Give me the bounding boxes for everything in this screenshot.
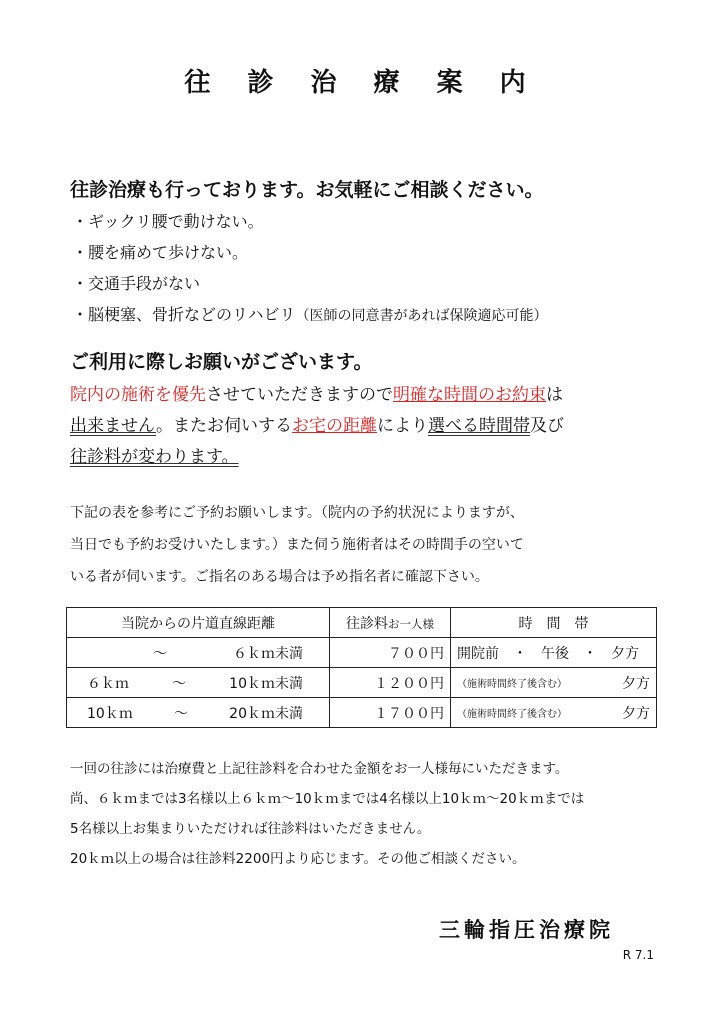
fee-cell: ７００円	[330, 638, 451, 668]
fee-table	[66, 607, 657, 728]
distance-to: ６ｋｍ未満	[233, 645, 303, 662]
column-header-fee	[330, 608, 451, 638]
notice-text	[70, 380, 564, 473]
paragraph-line: いる者が伺います。ご指名のある場合は予め指名者に確認下さい。	[70, 569, 489, 585]
priority-text: 院内の施術を優先	[70, 385, 206, 405]
version-label: R 7.1	[622, 948, 654, 962]
distance-sep: ～	[174, 705, 188, 722]
insurance-note: （医師の同意書があれば保険適応可能）	[295, 308, 548, 324]
footer-notes	[70, 754, 584, 874]
fee-header-label: 往診料	[346, 615, 388, 632]
notice-heading: ご利用に際しお願いがございます。	[70, 351, 373, 373]
paragraph-line: 下記の表を参考にご予約お願いします。（院内の予約状況によりますが、	[70, 505, 524, 521]
fee-change-text: 往診料が変わります。	[70, 447, 239, 467]
distance-cell	[67, 698, 330, 728]
clinic-name: 三輪指圧治療院	[439, 917, 614, 942]
notice-fragment: 及び	[530, 416, 565, 436]
reservation-paragraph	[70, 497, 524, 593]
intro-heading: 往診治療も行っております。お気軽にご相談ください。	[70, 179, 544, 201]
time-value: 夕方	[622, 675, 650, 692]
distance-cell	[67, 668, 330, 698]
distance-from: ６ｋｍ	[87, 675, 129, 692]
list-item: ・ギックリ腰で動けない。	[72, 212, 264, 231]
time-cell	[451, 668, 657, 698]
time-value: 夕方	[622, 705, 650, 722]
distance-to: 10ｋｍ未満	[229, 675, 303, 692]
table-row	[67, 638, 657, 668]
time-cell: 開院前 ・ 午後 ・ 夕方	[451, 638, 657, 668]
appointment-text: 明確な時間のお約束	[393, 385, 546, 405]
footer-line: 20ｋｍ以上の場合は往診料2200円より応じます。その他ご相談ください。	[70, 851, 526, 867]
symptom-list	[72, 206, 548, 332]
table-row	[67, 668, 657, 698]
list-item	[72, 299, 548, 332]
notice-fragment: により	[377, 416, 429, 436]
footer-line: 5名様以上お集まりいただければ往診料はいただきません。	[70, 821, 431, 837]
list-item: ・腰を痛めて歩けない。	[72, 243, 249, 262]
time-slot-text: 選べる時間帯	[428, 416, 531, 436]
distance-cell	[67, 638, 330, 668]
time-cell	[451, 698, 657, 728]
time-note: （施術時間終了後含む）	[457, 679, 567, 690]
footer-line: 一回の往診には治療費と上記往診料を合わせた金額をお一人様毎にいただきます。	[70, 761, 569, 777]
column-header-distance: 当院からの片道直線距離	[67, 608, 330, 638]
notice-line	[70, 411, 564, 442]
fee-cell: １２００円	[330, 668, 451, 698]
fee-header-note: お一人様	[388, 616, 434, 631]
cannot-text: 出来ません	[70, 416, 157, 436]
distance-from: 10ｋｍ	[87, 705, 133, 722]
table-header-row	[67, 608, 657, 638]
notice-fragment: させていただきますので	[206, 385, 393, 405]
table-row	[67, 698, 657, 728]
list-item-text: ・脳梗塞、骨折などのリハビリ	[72, 305, 296, 324]
distance-text: お宅の距離	[292, 416, 378, 436]
distance-to: 20ｋｍ未満	[229, 705, 303, 722]
fee-cell: １７００円	[330, 698, 451, 728]
notice-line	[70, 442, 564, 473]
distance-sep: ～	[172, 675, 187, 692]
page-title: 往 診 治 療 案 内	[184, 68, 540, 98]
notice-fragment: 。またお伺いする	[156, 416, 293, 436]
notice-fragment: は	[546, 385, 563, 405]
distance-sep: ～	[153, 645, 167, 662]
list-item: ・交通手段がない	[72, 274, 201, 293]
notice-line	[70, 380, 564, 411]
paragraph-line: 当日でも予約お受けいたします。）また伺う施術者はその時間手の空いて	[70, 537, 524, 553]
time-note: （施術時間終了後含む）	[457, 709, 567, 720]
column-header-time: 時 間 帯	[451, 608, 657, 638]
footer-line: 尚、６ｋｍまでは3名様以上６ｋｍ～10ｋｍまでは4名様以上10ｋｍ～20ｋｍまでは	[70, 791, 585, 807]
